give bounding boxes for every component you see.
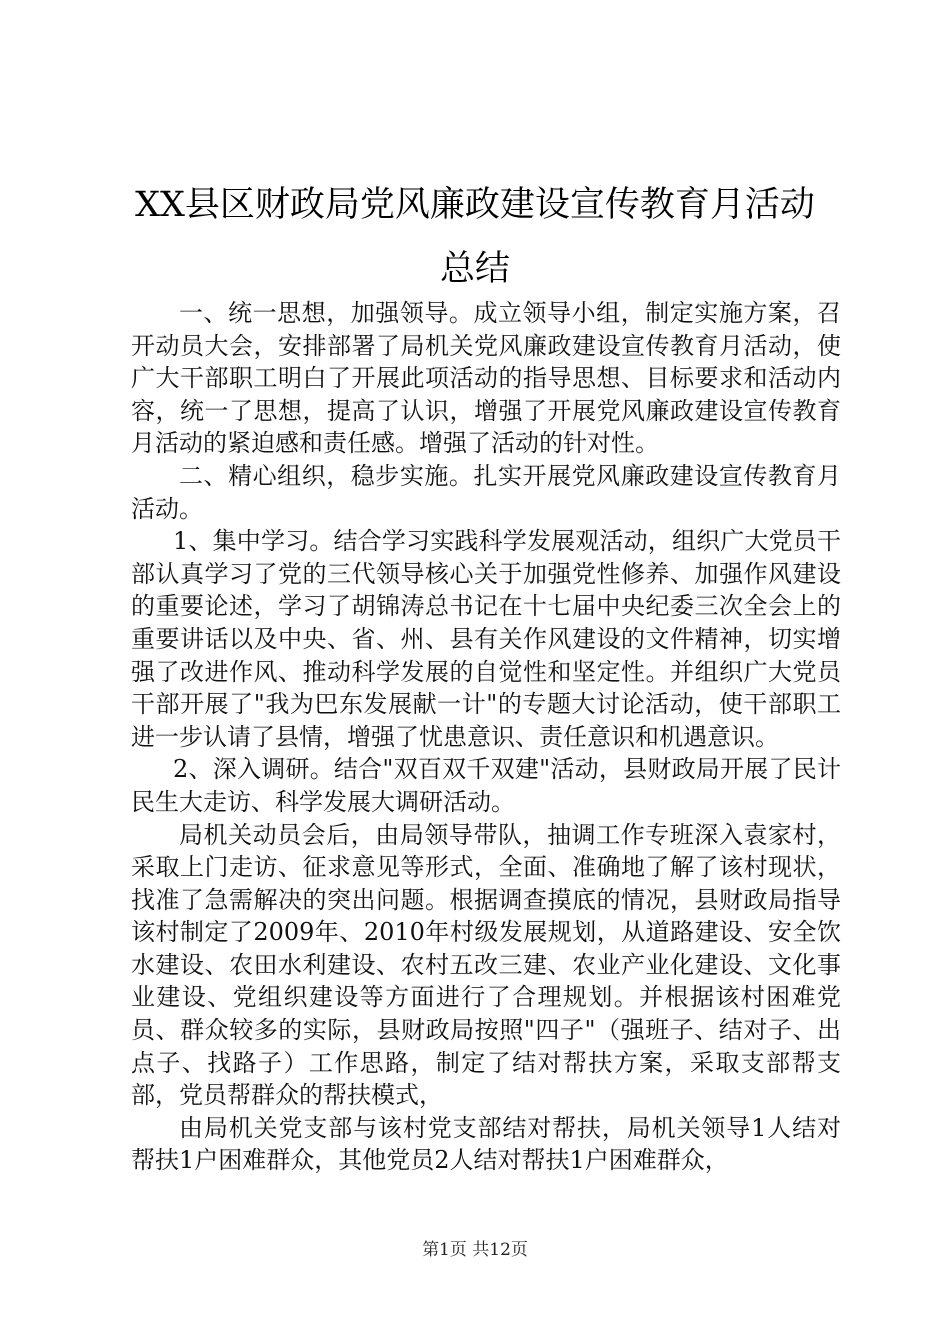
page-number-footer: 第1页 共12页 xyxy=(422,1240,528,1260)
document-title-line-2: 总结 xyxy=(439,249,510,289)
document-title-line-1: XX县区财政局党风廉政建设宣传教育月活动 xyxy=(135,185,815,225)
paragraph-2: 二、精心组织，稳步实施。扎实开展党风廉政建设宣传教育月活动。 xyxy=(131,461,841,523)
paragraph-6: 由局机关党支部与该村党支部结对帮扶，局机关领导1人结对帮扶1户困难群众，其他党员2人结对帮扶1户困难群众， xyxy=(131,1113,841,1175)
document-body xyxy=(131,297,841,1177)
paragraph-1: 一、统一思想，加强领导。成立领导小组，制定实施方案，召开动员大会，安排部署了局机关党风廉政建设宣传教育月活动，使广大干部职工明白了开展此项活动的指导思想、目标要求和活动内容，统一了思想，提高了认识，增强了开展党风廉政建设宣传教育月活动的紧迫感和责任感。增强了活动的针对性。 xyxy=(131,299,841,458)
paragraph-3: 1、集中学习。结合学习实践科学发展观活动，组织广大党员干部认真学习了党的三代领导核心关于加强党性修养、加强作风建设的重要论述，学习了胡锦涛总书记在十七届中央纪委三次全会上的重要讲话以及中央、省、州、县有关作风建设的文件精神，切实增强了改进作风、推动科学发展的自觉性和坚定性。并组织广大党员干部开展了"我为巴东发展献一计"的专题大讨论活动，使干部职工进一步认请了县情，增强了忧患意识、责任意识和机遇意识。 xyxy=(131,527,841,751)
paragraph-5: 局机关动员会后，由局领导带队，抽调工作专班深入袁家村，采取上门走访、征求意见等形式，全面、准确地了解了该村现状，找准了急需解决的突出问题。根据调查摸底的情况，县财政局指导该村制定了2009年、2010年村级发展规划，从道路建设、安全饮水建设、农田水利建设、农村五改三建、农业产业化建设、文化事业建设、党组织建设等方面进行了合理规划。并根据该村困难党员、群众较多的实际，县财政局按照"四子"（强班子、结对子、出点子、找路子）工作思路，制定了结对帮扶方案，采取支部帮支部，党员帮群众的帮扶模式， xyxy=(131,820,841,1110)
paragraph-4: 2、深入调研。结合"双百双千双建"活动，县财政局开展了民计民生大走访、科学发展大调研活动。 xyxy=(131,755,841,816)
